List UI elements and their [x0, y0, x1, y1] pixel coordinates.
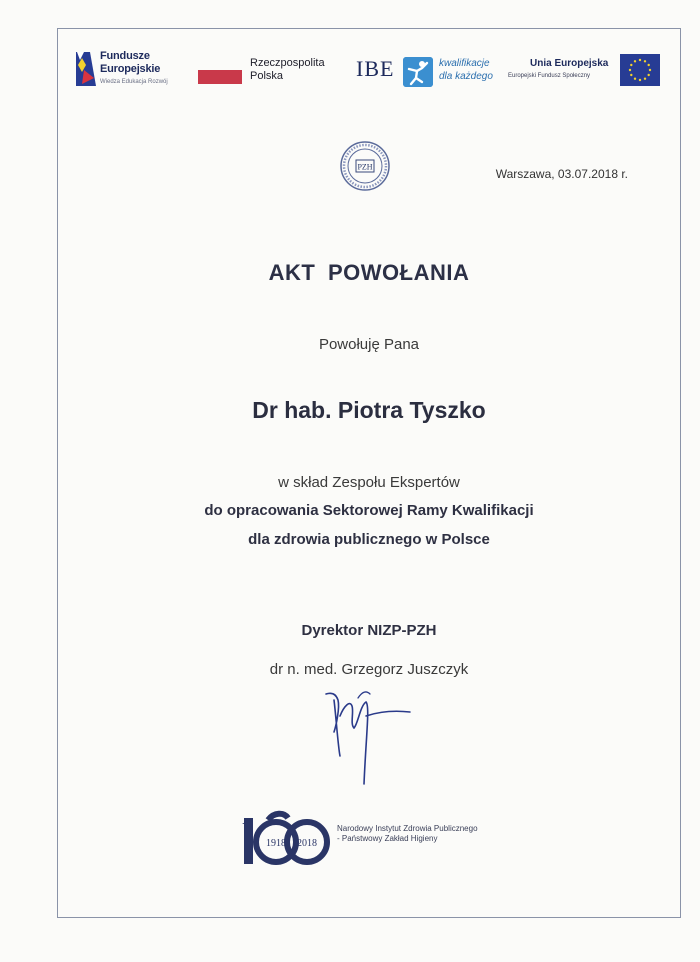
rp-line2: Polska — [250, 70, 284, 82]
fe-line2: Europejskie — [100, 63, 161, 75]
eu-flag-icon — [620, 54, 660, 86]
ibe-logo — [356, 52, 506, 92]
appointment-line-3: dla zdrowia publicznego w Polsce — [248, 531, 490, 548]
fe-star-icon — [74, 48, 100, 88]
institute-seal-icon — [339, 140, 391, 192]
ue-line2: Europejski Fundusz Społeczny — [508, 73, 591, 79]
ibe-line1: kwalifikacje — [439, 58, 490, 69]
handwritten-signature — [318, 676, 418, 786]
fe-line1: Fundusze — [100, 50, 150, 62]
director-name: dr n. med. Grzegorz Juszczyk — [269, 661, 469, 678]
year-end: 2018 — [297, 838, 317, 849]
flag-red-stripe — [198, 70, 242, 84]
flag-white-stripe — [198, 56, 242, 70]
director-title: Dyrektor NIZP-PZH — [301, 622, 437, 639]
institute-line-2: - Państwowy Zakład Higieny — [337, 834, 438, 843]
rp-line1: Rzeczpospolita — [250, 57, 325, 69]
year-start: 1918 — [266, 838, 286, 849]
appointee-name: Dr hab. Piotra Tyszko — [252, 397, 486, 423]
seal-text: PZH — [357, 162, 373, 172]
ue-line1: Unia Europejska — [530, 58, 609, 69]
appointment-line-2: do opracowania Sektorowej Ramy Kwalifikacji — [204, 502, 534, 519]
appointment-line-1: w skład Zespołu Ekspertów — [278, 474, 460, 491]
document-title: AKT POWOŁANIA — [268, 260, 470, 285]
appointment-phrase: Powołuję Pana — [318, 336, 420, 353]
fundusze-europejskie-logo — [74, 48, 194, 92]
ibe-line2: dla każdego — [439, 71, 493, 82]
centenary-logo — [240, 808, 336, 872]
fe-line3: Wiedza Edukacja Rozwój — [100, 79, 168, 85]
institute-name — [337, 824, 478, 844]
institute-line-1: Narodowy Instytut Zdrowia Publicznego — [337, 824, 478, 833]
ibe-name: IBE — [356, 56, 395, 81]
person-figure-icon — [403, 57, 433, 87]
unia-europejska-logo — [508, 54, 663, 90]
rzeczpospolita-polska-logo — [198, 55, 338, 87]
document-date: Warszawa, 03.07.2018 r. — [495, 167, 628, 181]
